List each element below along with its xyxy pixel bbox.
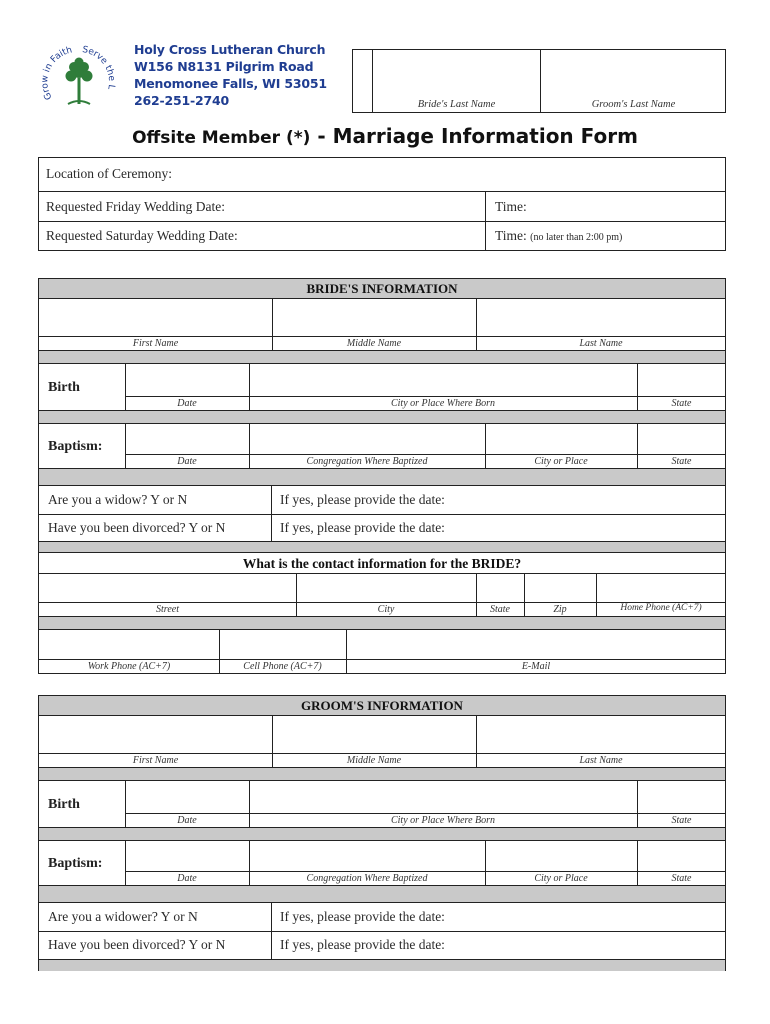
church-phone: 262-251-2740: [134, 93, 229, 108]
groom-birth-city-label: City or Place Where Born: [390, 815, 496, 826]
bride-street-label: Street: [156, 604, 179, 615]
groom-widower-question: Are you a widower? Y or N: [48, 909, 198, 924]
bride-baptism-label: Baptism:: [48, 439, 103, 454]
bride-last-name-field[interactable]: [373, 50, 541, 112]
groom-baptism-state-label: State: [671, 873, 692, 884]
bride-header: BRIDE'S INFORMATION: [39, 279, 725, 299]
title-prefix: Offsite Member (*): [132, 128, 311, 148]
bride-cell-phone-label: Cell Phone (AC+7): [243, 661, 322, 672]
church-address-line2: Menomonee Falls, WI 53051: [134, 76, 327, 91]
last-names-box: [352, 49, 726, 113]
groom-baptism-congregation-label: Congregation Where Baptized: [306, 873, 428, 884]
groom-header: GROOM'S INFORMATION: [39, 696, 725, 716]
bride-birth-city-label: City or Place Where Born: [390, 398, 496, 409]
bride-zip-label: Zip: [553, 604, 567, 615]
bride-birth-date-label: Date: [177, 398, 197, 409]
church-logo: [38, 40, 120, 122]
saturday-time-note: (no later than 2:00 pm): [530, 232, 623, 243]
groom-section: [38, 695, 726, 971]
bride-state-label: State: [490, 604, 510, 615]
church-address-block: [134, 41, 327, 109]
bride-contact-header: What is the contact information for the BRIDE?: [242, 556, 522, 571]
bride-divorced-date-label: If yes, please provide the date:: [280, 520, 445, 535]
location-label: Location of Ceremony:: [46, 166, 172, 181]
groom-middle-name-label: Middle Name: [346, 755, 402, 766]
bride-divorced-question: Have you been divorced? Y or N: [48, 520, 226, 535]
location-row[interactable]: [39, 158, 725, 192]
bride-last-name-label: Bride's Last Name: [417, 99, 496, 110]
bride-city-label: City: [377, 604, 395, 615]
bride-home-phone-label: Home Phone (AC+7): [620, 603, 702, 613]
logo-text-right: Serve the L: [81, 44, 117, 91]
groom-divorced-question: Have you been divorced? Y or N: [48, 937, 226, 952]
logo-text-left: Grow in Faith: [40, 45, 74, 102]
groom-baptism-date-label: Date: [177, 873, 197, 884]
bride-email-label: E-Mail: [521, 661, 551, 672]
friday-date-label: Requested Friday Wedding Date:: [46, 199, 226, 214]
groom-last-name-field[interactable]: [541, 50, 726, 112]
bride-widow-date-label: If yes, please provide the date:: [280, 492, 445, 507]
bride-widow-question: Are you a widow? Y or N: [48, 492, 188, 507]
ceremony-box: [38, 157, 726, 251]
groom-widower-date-label: If yes, please provide the date:: [280, 909, 445, 924]
page-title: [0, 124, 770, 148]
bride-baptism-state-label: State: [671, 456, 692, 467]
bride-first-name-label: First Name: [132, 338, 179, 349]
bride-baptism-congregation-label: Congregation Where Baptized: [306, 456, 428, 467]
groom-last-name-caption: Last Name: [579, 755, 623, 766]
bride-section: [38, 278, 726, 674]
bride-birth-state-label: State: [671, 398, 692, 409]
groom-birth-state-label: State: [671, 815, 692, 826]
church-name: Holy Cross Lutheran Church: [134, 42, 326, 57]
friday-time-label: Time:: [495, 199, 527, 214]
tree-icon: [66, 58, 93, 105]
bride-birth-label: Birth: [48, 380, 80, 395]
church-address-line1: W156 N8131 Pilgrim Road: [134, 59, 314, 74]
groom-birth-date-label: Date: [177, 815, 197, 826]
groom-last-name-label: Groom's Last Name: [591, 99, 676, 110]
title-main: - Marriage Information Form: [310, 124, 638, 148]
bride-middle-name-label: Middle Name: [346, 338, 402, 349]
bride-baptism-city-label: City or Place: [534, 456, 588, 467]
groom-first-name-label: First Name: [132, 755, 179, 766]
groom-birth-label: Birth: [48, 797, 80, 812]
bride-baptism-date-label: Date: [177, 456, 197, 467]
saturday-time-label: Time:: [495, 228, 527, 243]
groom-baptism-label: Baptism:: [48, 856, 103, 871]
groom-divorced-date-label: If yes, please provide the date:: [280, 937, 445, 952]
groom-baptism-city-label: City or Place: [534, 873, 588, 884]
bride-last-name-caption: Last Name: [579, 338, 623, 349]
saturday-date-label: Requested Saturday Wedding Date:: [46, 228, 238, 243]
bride-work-phone-label: Work Phone (AC+7): [87, 661, 171, 672]
